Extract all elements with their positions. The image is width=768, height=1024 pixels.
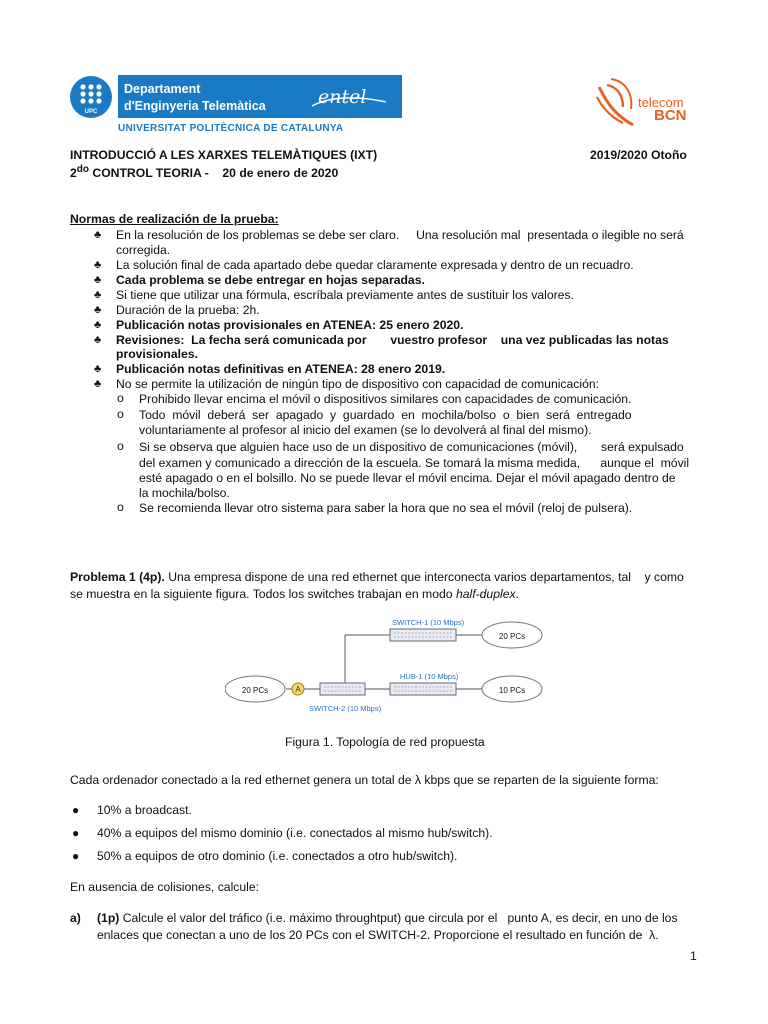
problem-intro-line1 [70,570,684,584]
telecom-word: telecom [638,95,684,110]
switch2-icon [320,683,365,695]
cloud-left-label: 20 PCs [241,686,269,695]
department-name-line2: d'Enginyeria Telemàtica [124,99,266,113]
academic-term: 2019/2020 Otoño [590,148,687,162]
club-bullet-icon: ♣ [94,363,102,375]
rule-item: Si tiene que utilizar una fórmula, escríbala previamente antes de sustituir los valores. [116,288,574,302]
question-a-line2: enlaces que conectan a uno de los 20 PCs con el SWITCH-2. Proporcione el resultado en función de λ. [97,928,659,942]
question-a-line1 [97,911,678,925]
question-a-label: a) [70,911,81,925]
club-bullet-icon: ♣ [94,378,102,390]
rules-heading: Normas de realización de la prueba: [70,212,279,226]
upc-logo-text: UPC [84,109,98,115]
circle-bullet-icon: o [117,500,124,514]
switch1-icon [390,629,456,641]
department-name-line1: Departament [124,82,201,96]
club-bullet-icon: ♣ [94,334,102,346]
rule-subitem: Todo móvil deberá ser apagado y guardado en mochila/bolso o bien será entregado [139,408,632,422]
rule-item: Duración de la prueba: 2h. [116,303,260,317]
bullet-dot-icon: ● [72,803,80,817]
club-bullet-icon: ♣ [94,319,102,331]
switch1-label: SWITCH-1 (10 Mbps) [392,618,465,627]
hub1-icon [390,683,456,695]
club-bullet-icon: ♣ [94,229,102,241]
traffic-intro: Cada ordenador conectado a la red ethernet genera un total de λ kbps que se reparten de la siguiente forma: [70,773,659,787]
bullet-dot-icon: ● [72,826,80,840]
rule-subitem: esté apagado o en el bolsillo. No se puede llevar el móvil encima. Dejar el móvil apagado dentro de [139,471,676,485]
point-a-marker [292,683,304,695]
cloud-bottom-icon [482,676,542,702]
traffic-item: 50% a equipos de otro dominio (i.e. conectados a otro hub/switch). [97,849,458,863]
control-number: 2 [70,166,77,181]
rule-subitem: Se recomienda llevar otro sistema para saber la hora que no sea el móvil (reloj de pulsera). [139,501,633,515]
bcn-word: BCN [654,107,687,124]
cloud-top-icon [482,622,542,648]
rule-item: No se permite la utilización de ningún tipo de dispositivo con capacidad de comunicación: [116,377,600,391]
club-bullet-icon: ♣ [94,289,102,301]
control-title [70,164,338,180]
entel-logo-text: entel [318,86,367,108]
rule-subitem: del examen y comunicado a dirección de la escuela. Se tomará la misma medida, aunque el móvil [139,456,690,470]
hub1-label: HUB-1 (10 Mbps) [400,672,459,681]
problem-intro-text: Una empresa dispone de una red ethernet que interconecta varios departamentos, tal y como [164,570,684,584]
circle-bullet-icon: o [117,439,124,453]
control-ordinal: do [76,164,89,175]
rule-item: Publicación notas provisionales en ATENEA: 25 enero 2020. [116,318,464,332]
point-a-label: A [295,685,301,694]
rule-item: Publicación notas definitivas en ATENEA: 28 enero 2019. [116,362,446,376]
control-details: CONTROL TEORIA - 20 de enero de 2020 [89,166,339,181]
cloud-bottom-label: 10 PCs [498,686,526,695]
rule-subitem: voluntariamente al profesor al inicio del examen (se lo devolverá al final del mismo). [139,423,592,437]
traffic-item: 10% a broadcast. [97,803,192,817]
upc-logo [70,76,112,118]
problem-intro-line2 [70,587,519,601]
figure-caption: Figura 1. Topología de red propuesta [285,735,485,749]
ausencia-colisiones: En ausencia de colisiones, calcule: [70,880,260,894]
cloud-left-icon [225,676,285,702]
network-topology-figure [225,615,545,723]
rule-item: En la resolución de los problemas se debe ser claro. Una resolución mal presentada o ilegible no será [116,228,684,242]
half-duplex-term: half-duplex [455,587,516,601]
question-a-text: Calcule el valor del tráfico (i.e. máximo throughtput) que circula por el punto A, es decir, en uno de los [119,911,678,925]
rule-subitem: Si se observa que alguien hace uso de un dispositivo de comunicaciones (móvil), será expulsado [139,440,684,454]
question-a-points: (1p) [97,911,120,925]
rule-item: corregida. [116,243,171,257]
bullet-dot-icon: ● [72,849,80,863]
circle-bullet-icon: o [117,391,124,405]
course-title: INTRODUCCIÓ A LES XARXES TELEMÀTIQUES (IXT) [70,148,378,162]
university-name: UNIVERSITAT POLITÈCNICA DE CATALUNYA [118,123,344,134]
problem-label: Problema 1 (4p). [70,570,165,584]
problem-intro-period: . [515,587,519,601]
traffic-item: 40% a equipos del mismo dominio (i.e. conectados al mismo hub/switch). [97,826,493,840]
rule-item: Cada problema se debe entregar en hojas separadas. [116,273,425,287]
rule-subitem: Prohibido llevar encima el móvil o dispositivos similares con capacidades de comunicación. [139,392,632,406]
switch2-label: SWITCH-2 (10 Mbps) [309,704,382,713]
rule-item: La solución final de cada apartado debe quedar claramente expresada y dentro de un recuadro. [116,258,634,272]
problem-intro-text-2: se muestra en la siguiente figura. Todos los switches trabajan en modo [70,587,456,601]
rule-subitem: la mochila/bolso. [139,486,230,500]
rule-item: provisionales. [116,347,198,361]
circle-bullet-icon: o [117,407,124,421]
club-bullet-icon: ♣ [94,274,102,286]
cloud-top-label: 20 PCs [498,632,526,641]
telecom-bcn-logo [593,75,637,134]
club-bullet-icon: ♣ [94,304,102,316]
rule-item: Revisiones: La fecha será comunicada por vuestro profesor una vez publicadas las notas [116,333,669,347]
page-number: 1 [690,949,697,963]
club-bullet-icon: ♣ [94,259,102,271]
